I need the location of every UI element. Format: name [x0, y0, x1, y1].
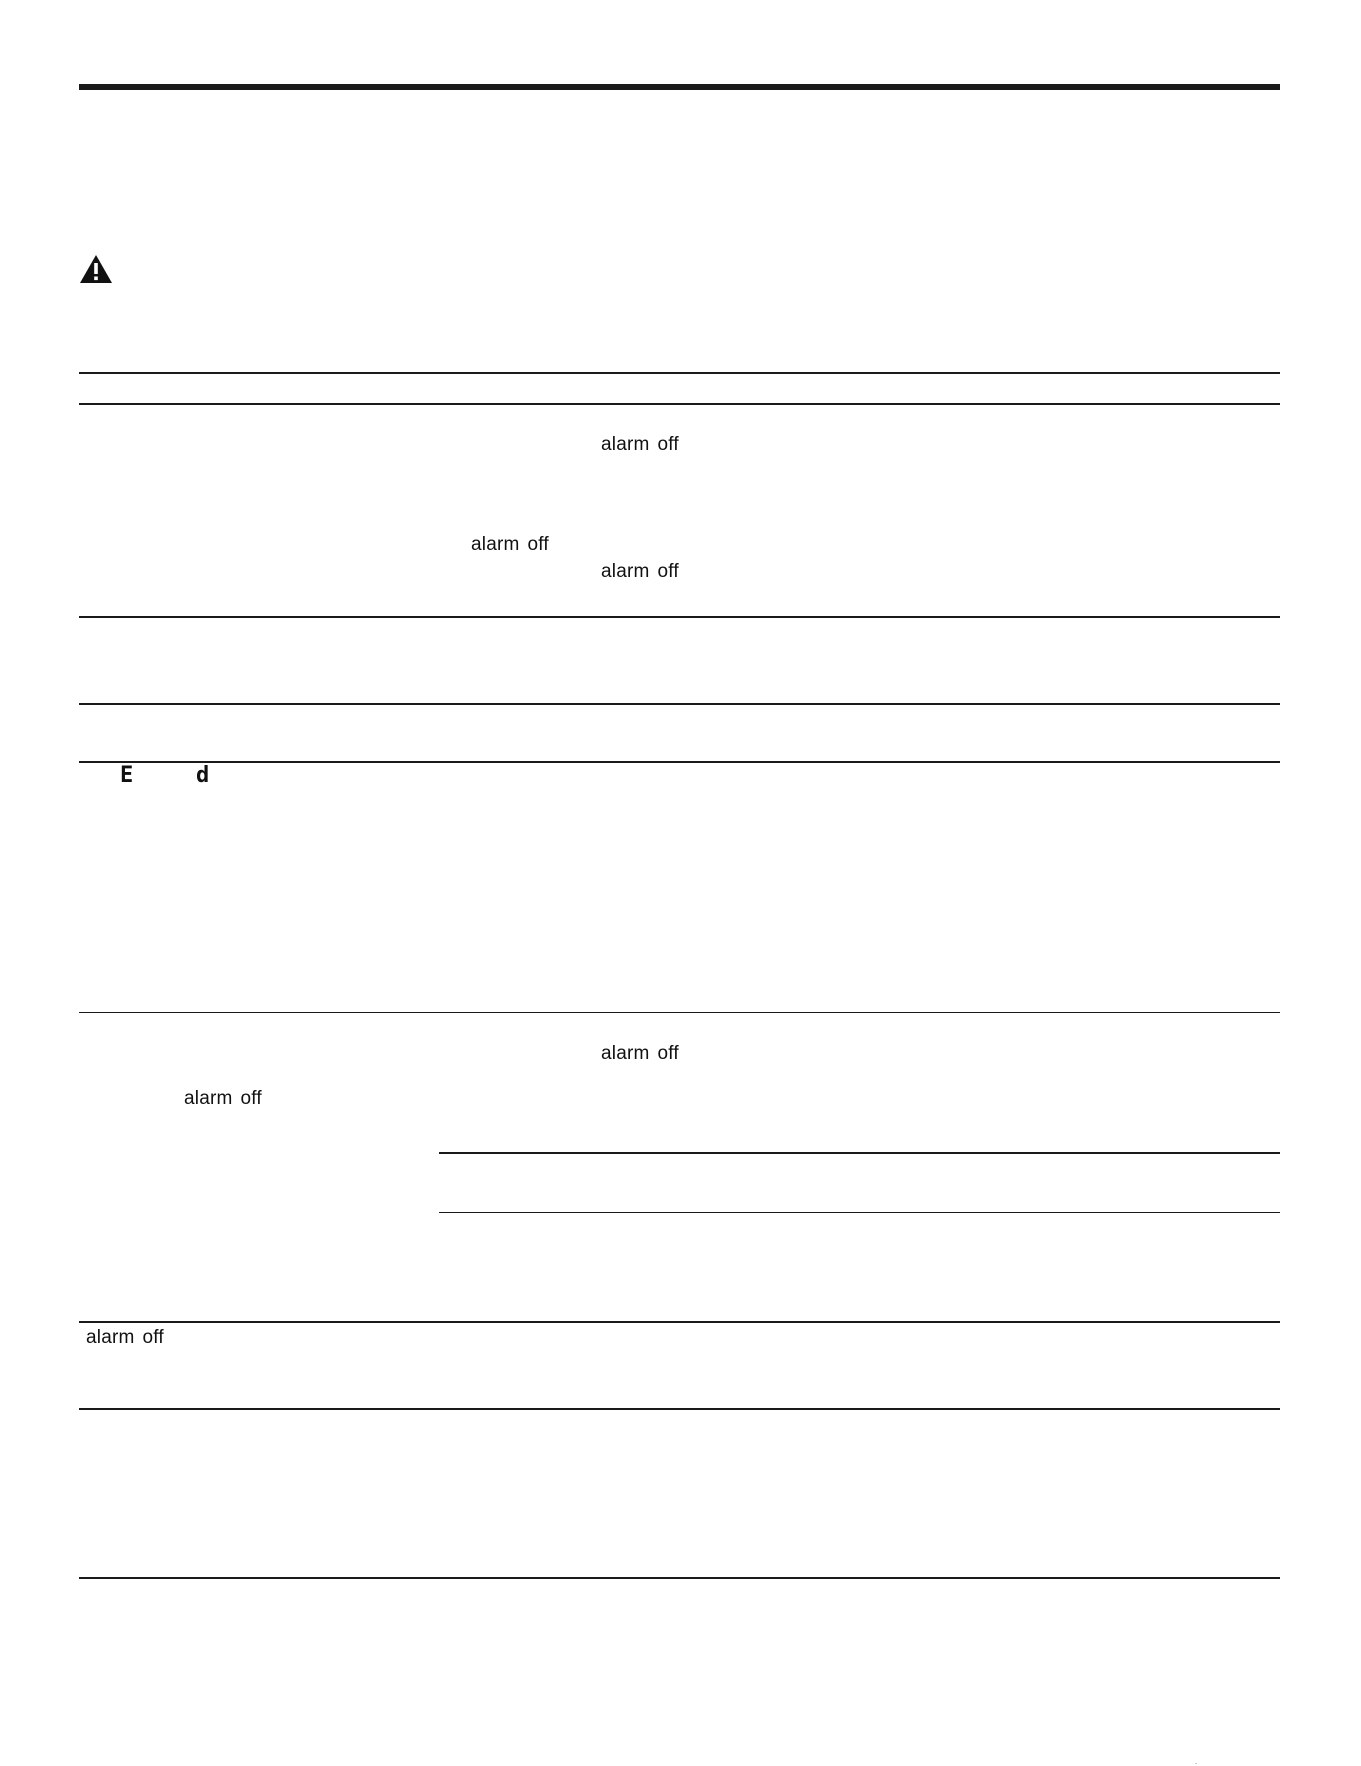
sub-table-top-rule — [439, 1152, 1280, 1154]
alarm-off-label: alarm off — [471, 534, 549, 555]
display-code-glyph: d — [196, 763, 210, 788]
alarm-off-label: alarm off — [86, 1327, 164, 1348]
alarm-off-label: alarm off — [601, 561, 679, 582]
alarm-off-label: alarm off — [184, 1088, 262, 1109]
row-divider — [79, 1321, 1280, 1323]
alarm-off-label: alarm off — [601, 1043, 679, 1064]
table-bottom-rule — [79, 1577, 1280, 1579]
alarm-off-label: alarm off — [601, 434, 679, 455]
page-edge-mark: . — [1195, 1757, 1198, 1766]
page-header-rule — [79, 84, 1280, 90]
row-divider — [79, 616, 1280, 618]
sub-table-rule — [439, 1212, 1280, 1213]
warning-triangle-icon — [79, 254, 113, 284]
row-divider — [79, 703, 1280, 705]
row-divider — [79, 1408, 1280, 1410]
table-header-rule — [79, 403, 1280, 405]
display-code-glyph: E — [120, 763, 134, 788]
row-divider — [79, 761, 1280, 763]
row-divider — [79, 1012, 1280, 1013]
table-top-rule — [79, 372, 1280, 374]
